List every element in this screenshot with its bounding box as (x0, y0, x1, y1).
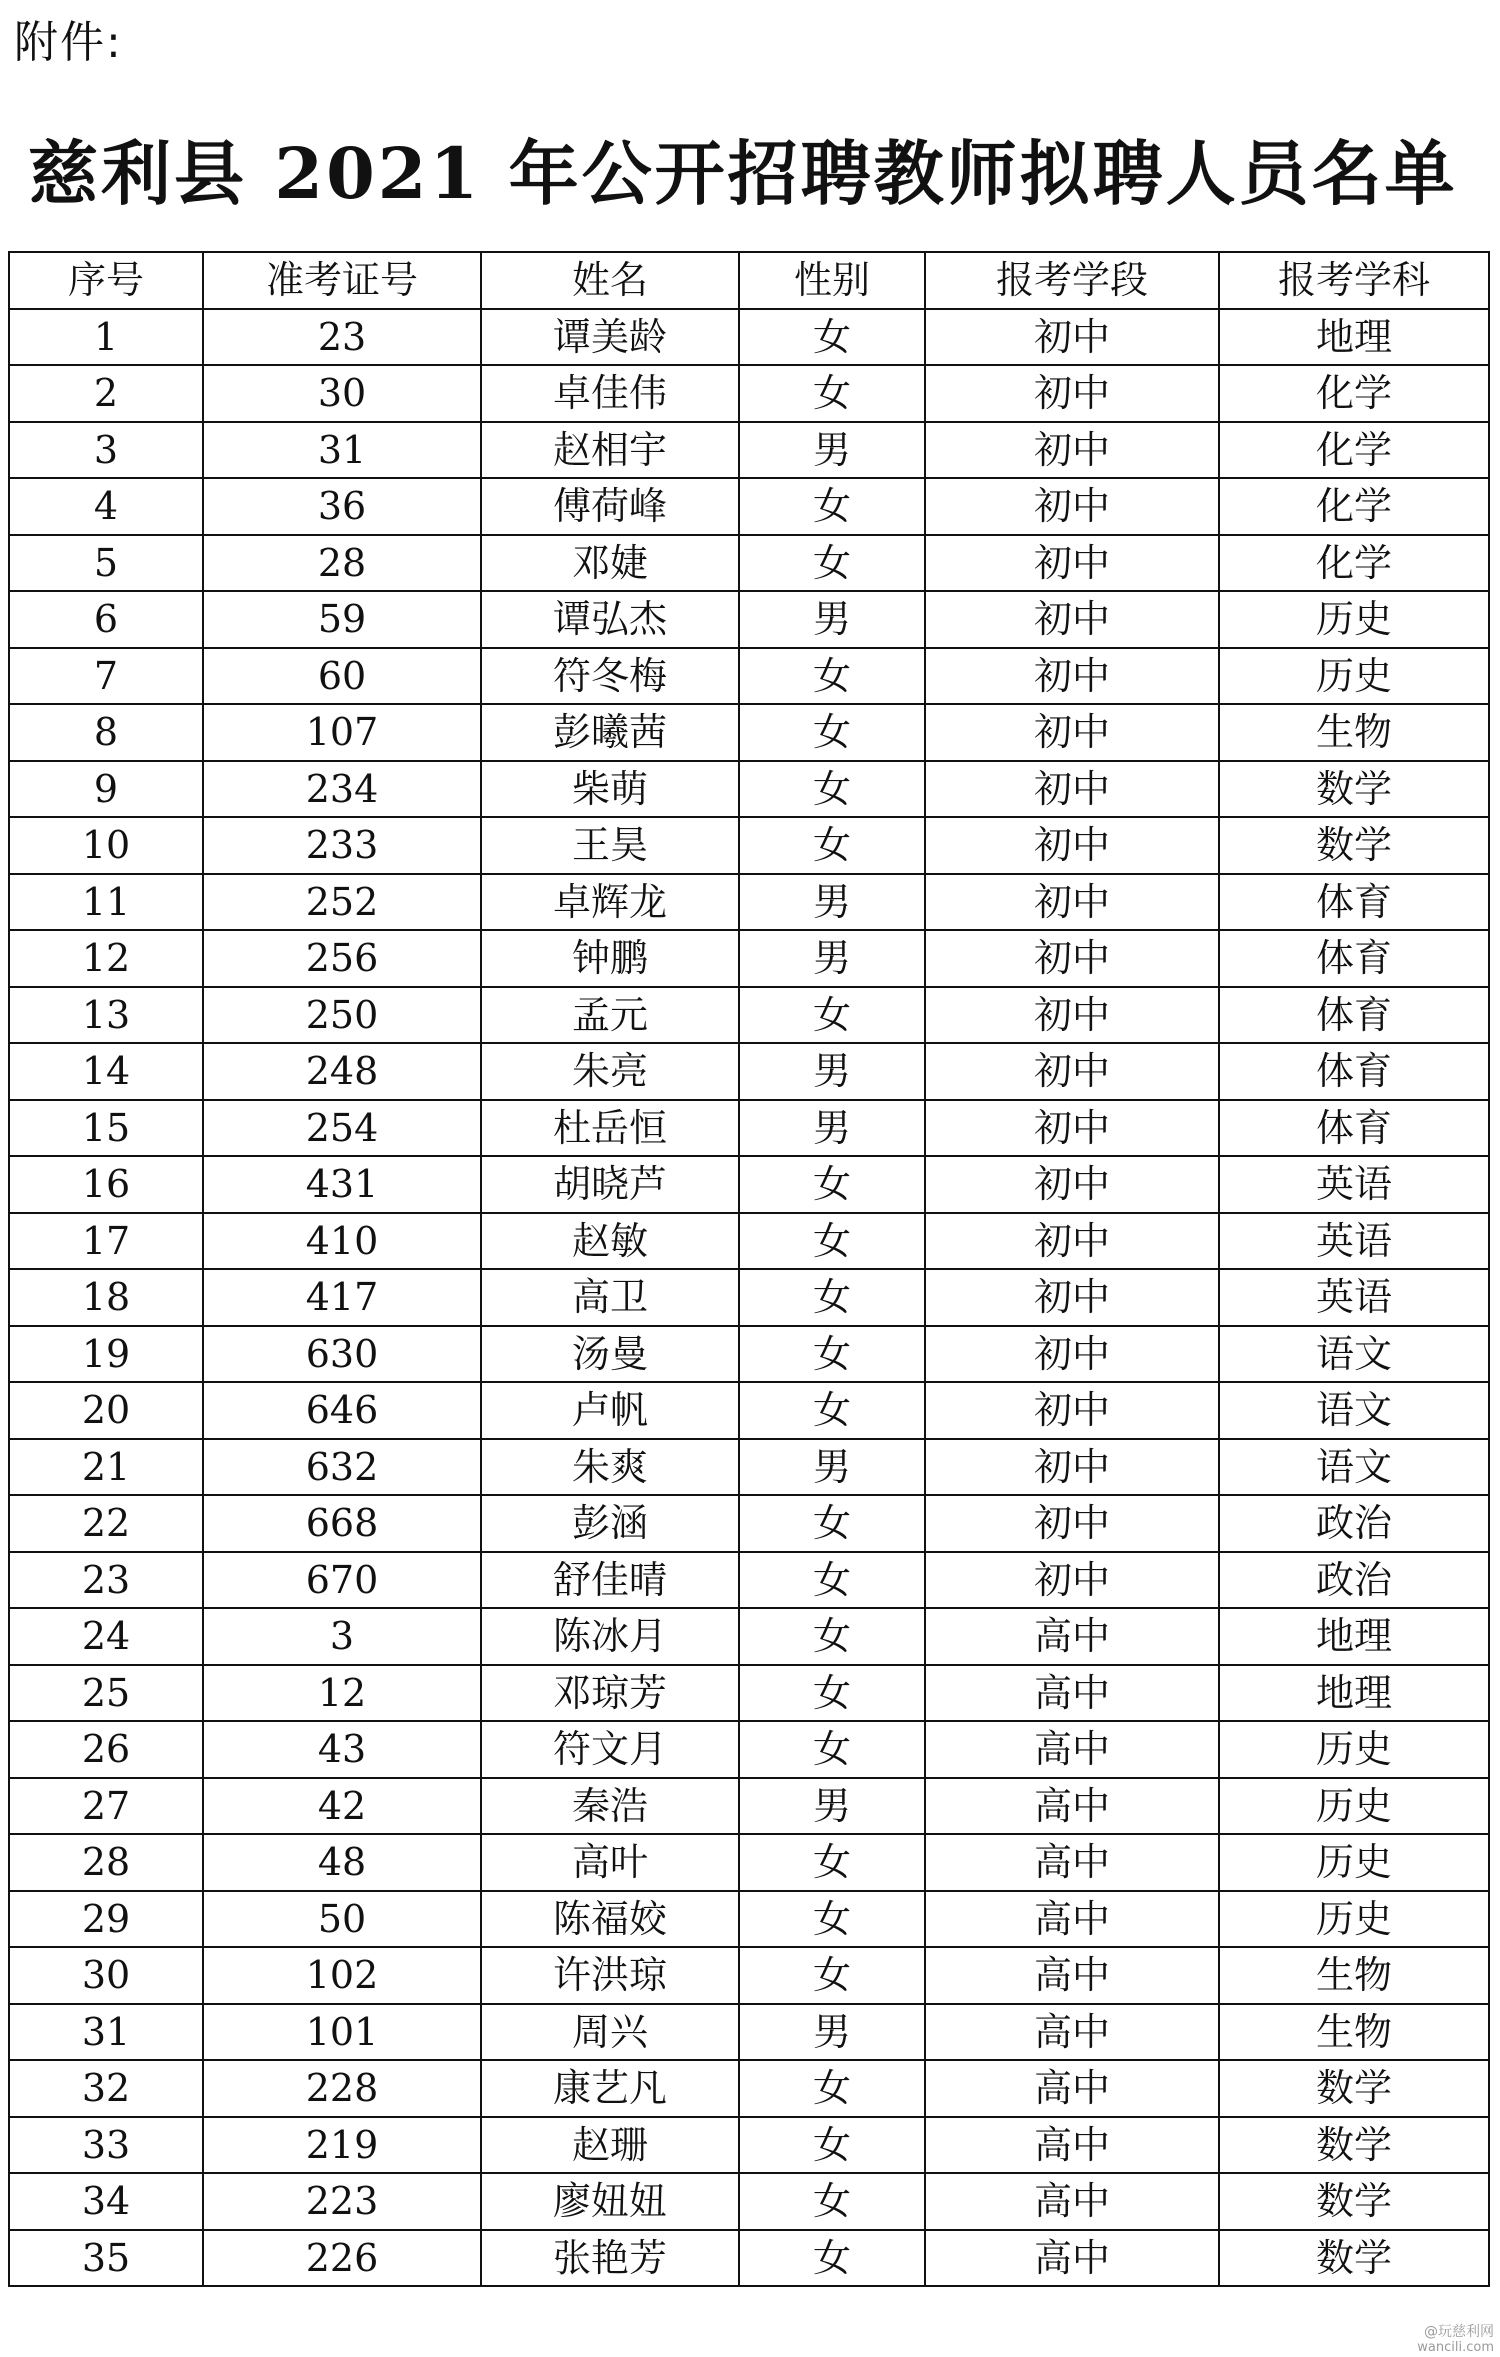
cell-name: 胡晓芦 (481, 1156, 739, 1213)
cell-name: 卢帆 (481, 1382, 739, 1439)
table-row (9, 987, 1489, 1044)
cell-gender: 女 (739, 987, 925, 1044)
cell-name: 赵敏 (481, 1213, 739, 1270)
cell-level: 初中 (925, 987, 1219, 1044)
cell-subject: 地理 (1219, 309, 1489, 366)
cell-name: 舒佳晴 (481, 1552, 739, 1609)
cell-subject: 体育 (1219, 987, 1489, 1044)
cell-subject: 英语 (1219, 1156, 1489, 1213)
attachment-label: 附件: (14, 17, 123, 68)
cell-subject: 历史 (1219, 1721, 1489, 1778)
cell-level: 初中 (925, 1043, 1219, 1100)
cell-gender: 女 (739, 1608, 925, 1665)
cell-name: 王昊 (481, 817, 739, 874)
cell-gender: 女 (739, 761, 925, 818)
cell-gender: 男 (739, 1439, 925, 1496)
table-row (9, 2117, 1489, 2174)
cell-subject: 化学 (1219, 422, 1489, 479)
column-header-level: 报考学段 (925, 252, 1219, 309)
cell-ticket: 632 (203, 1439, 481, 1496)
cell-seq: 16 (9, 1156, 203, 1213)
cell-seq: 2 (9, 365, 203, 422)
cell-subject: 化学 (1219, 365, 1489, 422)
cell-seq: 22 (9, 1495, 203, 1552)
cell-ticket: 59 (203, 591, 481, 648)
cell-name: 柴萌 (481, 761, 739, 818)
cell-seq: 21 (9, 1439, 203, 1496)
cell-subject: 地理 (1219, 1665, 1489, 1722)
cell-name: 钟鹏 (481, 930, 739, 987)
cell-subject: 生物 (1219, 704, 1489, 761)
cell-subject: 生物 (1219, 1947, 1489, 2004)
cell-gender: 男 (739, 1778, 925, 1835)
cell-subject: 历史 (1219, 1778, 1489, 1835)
watermark-url: wancili.com (1417, 2339, 1494, 2355)
cell-ticket: 668 (203, 1495, 481, 1552)
cell-gender: 女 (739, 1665, 925, 1722)
cell-level: 初中 (925, 1269, 1219, 1326)
cell-gender: 女 (739, 1326, 925, 1383)
table-row (9, 1382, 1489, 1439)
cell-level: 初中 (925, 1382, 1219, 1439)
cell-gender: 女 (739, 365, 925, 422)
cell-name: 朱爽 (481, 1439, 739, 1496)
cell-subject: 地理 (1219, 1608, 1489, 1665)
cell-seq: 17 (9, 1213, 203, 1270)
cell-ticket: 417 (203, 1269, 481, 1326)
cell-level: 初中 (925, 1552, 1219, 1609)
cell-level: 初中 (925, 478, 1219, 535)
cell-name: 谭弘杰 (481, 591, 739, 648)
cell-seq: 9 (9, 761, 203, 818)
table-row (9, 1834, 1489, 1891)
cell-level: 高中 (925, 1721, 1219, 1778)
cell-seq: 23 (9, 1552, 203, 1609)
cell-ticket: 219 (203, 2117, 481, 2174)
cell-subject: 数学 (1219, 2060, 1489, 2117)
cell-seq: 29 (9, 1891, 203, 1948)
cell-seq: 20 (9, 1382, 203, 1439)
cell-name: 邓婕 (481, 535, 739, 592)
cell-gender: 女 (739, 2173, 925, 2230)
cell-seq: 26 (9, 1721, 203, 1778)
cell-gender: 女 (739, 1156, 925, 1213)
cell-gender: 女 (739, 1947, 925, 2004)
cell-name: 杜岳恒 (481, 1100, 739, 1157)
cell-level: 高中 (925, 1665, 1219, 1722)
cell-ticket: 670 (203, 1552, 481, 1609)
cell-level: 初中 (925, 1156, 1219, 1213)
cell-level: 高中 (925, 2173, 1219, 2230)
cell-level: 高中 (925, 2004, 1219, 2061)
table-row (9, 761, 1489, 818)
cell-subject: 政治 (1219, 1495, 1489, 1552)
cell-seq: 7 (9, 648, 203, 705)
cell-name: 卓佳伟 (481, 365, 739, 422)
cell-subject: 历史 (1219, 1891, 1489, 1948)
table-row (9, 2173, 1489, 2230)
table-row (9, 1439, 1489, 1496)
cell-seq: 18 (9, 1269, 203, 1326)
cell-level: 初中 (925, 365, 1219, 422)
table-body (9, 309, 1489, 2287)
cell-subject: 数学 (1219, 761, 1489, 818)
table-row (9, 817, 1489, 874)
cell-name: 邓琼芳 (481, 1665, 739, 1722)
watermark (1417, 2325, 1494, 2355)
cell-level: 高中 (925, 1891, 1219, 1948)
table-row (9, 1043, 1489, 1100)
table-row (9, 1778, 1489, 1835)
watermark-site-name: @玩慈利网 (1424, 2324, 1494, 2341)
table-row (9, 1552, 1489, 1609)
cell-seq: 24 (9, 1608, 203, 1665)
cell-seq: 32 (9, 2060, 203, 2117)
table-row (9, 1269, 1489, 1326)
cell-ticket: 646 (203, 1382, 481, 1439)
cell-seq: 10 (9, 817, 203, 874)
cell-ticket: 254 (203, 1100, 481, 1157)
cell-subject: 语文 (1219, 1326, 1489, 1383)
cell-gender: 女 (739, 704, 925, 761)
table-header-row (9, 252, 1489, 309)
cell-name: 陈福姣 (481, 1891, 739, 1948)
cell-subject: 政治 (1219, 1552, 1489, 1609)
cell-name: 朱亮 (481, 1043, 739, 1100)
table-row (9, 1156, 1489, 1213)
cell-seq: 30 (9, 1947, 203, 2004)
cell-name: 傅荷峰 (481, 478, 739, 535)
column-header-gender: 性别 (739, 252, 925, 309)
cell-level: 初中 (925, 591, 1219, 648)
cell-ticket: 31 (203, 422, 481, 479)
table-row (9, 1891, 1489, 1948)
cell-name: 彭曦茜 (481, 704, 739, 761)
cell-name: 符冬梅 (481, 648, 739, 705)
cell-gender: 女 (739, 535, 925, 592)
cell-gender: 女 (739, 309, 925, 366)
cell-ticket: 101 (203, 2004, 481, 2061)
table-row (9, 478, 1489, 535)
cell-ticket: 223 (203, 2173, 481, 2230)
cell-name: 陈冰月 (481, 1608, 739, 1665)
cell-subject: 历史 (1219, 648, 1489, 705)
cell-gender: 男 (739, 874, 925, 931)
cell-ticket: 226 (203, 2230, 481, 2287)
cell-level: 高中 (925, 1947, 1219, 2004)
cell-gender: 女 (739, 2117, 925, 2174)
cell-seq: 34 (9, 2173, 203, 2230)
cell-subject: 历史 (1219, 591, 1489, 648)
cell-level: 高中 (925, 2060, 1219, 2117)
cell-seq: 11 (9, 874, 203, 931)
table-row (9, 535, 1489, 592)
cell-subject: 英语 (1219, 1213, 1489, 1270)
cell-ticket: 12 (203, 1665, 481, 1722)
cell-ticket: 42 (203, 1778, 481, 1835)
cell-level: 初中 (925, 1100, 1219, 1157)
cell-gender: 女 (739, 1495, 925, 1552)
cell-name: 周兴 (481, 2004, 739, 2061)
cell-seq: 35 (9, 2230, 203, 2287)
cell-subject: 生物 (1219, 2004, 1489, 2061)
cell-seq: 14 (9, 1043, 203, 1100)
cell-level: 初中 (925, 1495, 1219, 1552)
table-row (9, 591, 1489, 648)
roster-table (8, 251, 1490, 2287)
cell-level: 初中 (925, 309, 1219, 366)
cell-gender: 女 (739, 1891, 925, 1948)
cell-name: 汤曼 (481, 1326, 739, 1383)
cell-gender: 男 (739, 591, 925, 648)
cell-subject: 化学 (1219, 478, 1489, 535)
cell-ticket: 248 (203, 1043, 481, 1100)
table-row (9, 874, 1489, 931)
cell-gender: 女 (739, 2230, 925, 2287)
table-row (9, 1608, 1489, 1665)
cell-ticket: 256 (203, 930, 481, 987)
cell-level: 初中 (925, 761, 1219, 818)
table-row (9, 2060, 1489, 2117)
cell-ticket: 410 (203, 1213, 481, 1270)
cell-seq: 6 (9, 591, 203, 648)
cell-gender: 女 (739, 1721, 925, 1778)
cell-subject: 数学 (1219, 817, 1489, 874)
cell-seq: 31 (9, 2004, 203, 2061)
cell-level: 初中 (925, 1213, 1219, 1270)
cell-ticket: 233 (203, 817, 481, 874)
cell-seq: 8 (9, 704, 203, 761)
table-row (9, 1665, 1489, 1722)
cell-gender: 男 (739, 930, 925, 987)
cell-subject: 体育 (1219, 1100, 1489, 1157)
cell-level: 初中 (925, 648, 1219, 705)
cell-subject: 体育 (1219, 874, 1489, 931)
cell-subject: 数学 (1219, 2230, 1489, 2287)
table-row (9, 365, 1489, 422)
cell-seq: 5 (9, 535, 203, 592)
cell-level: 初中 (925, 817, 1219, 874)
cell-gender: 女 (739, 1552, 925, 1609)
cell-name: 卓辉龙 (481, 874, 739, 931)
cell-subject: 体育 (1219, 1043, 1489, 1100)
cell-gender: 女 (739, 2060, 925, 2117)
table-row (9, 2230, 1489, 2287)
cell-ticket: 252 (203, 874, 481, 931)
cell-level: 高中 (925, 2117, 1219, 2174)
cell-level: 初中 (925, 930, 1219, 987)
cell-ticket: 250 (203, 987, 481, 1044)
table-row (9, 1213, 1489, 1270)
cell-ticket: 28 (203, 535, 481, 592)
column-header-ticket: 准考证号 (203, 252, 481, 309)
cell-seq: 25 (9, 1665, 203, 1722)
cell-name: 康艺凡 (481, 2060, 739, 2117)
cell-gender: 女 (739, 817, 925, 874)
cell-ticket: 30 (203, 365, 481, 422)
cell-name: 张艳芳 (481, 2230, 739, 2287)
cell-subject: 历史 (1219, 1834, 1489, 1891)
cell-level: 高中 (925, 2230, 1219, 2287)
cell-level: 初中 (925, 874, 1219, 931)
table-row (9, 648, 1489, 705)
table-row (9, 930, 1489, 987)
cell-gender: 男 (739, 1100, 925, 1157)
cell-name: 廖妞妞 (481, 2173, 739, 2230)
cell-gender: 男 (739, 1043, 925, 1100)
cell-gender: 女 (739, 1213, 925, 1270)
cell-gender: 女 (739, 1269, 925, 1326)
table-row (9, 1100, 1489, 1157)
column-header-seq: 序号 (9, 252, 203, 309)
cell-seq: 1 (9, 309, 203, 366)
page-title: 慈利县 2021 年公开招聘教师拟聘人员名单 (28, 132, 1458, 215)
table-row (9, 1721, 1489, 1778)
table-row (9, 1326, 1489, 1383)
cell-ticket: 107 (203, 704, 481, 761)
cell-level: 初中 (925, 422, 1219, 479)
table-row (9, 309, 1489, 366)
cell-ticket: 43 (203, 1721, 481, 1778)
cell-level: 初中 (925, 535, 1219, 592)
cell-ticket: 3 (203, 1608, 481, 1665)
cell-ticket: 102 (203, 1947, 481, 2004)
cell-ticket: 48 (203, 1834, 481, 1891)
column-header-subject: 报考学科 (1219, 252, 1489, 309)
cell-seq: 19 (9, 1326, 203, 1383)
cell-ticket: 50 (203, 1891, 481, 1948)
cell-ticket: 60 (203, 648, 481, 705)
cell-name: 许洪琼 (481, 1947, 739, 2004)
cell-ticket: 431 (203, 1156, 481, 1213)
cell-level: 初中 (925, 1439, 1219, 1496)
cell-seq: 4 (9, 478, 203, 535)
cell-subject: 数学 (1219, 2117, 1489, 2174)
cell-seq: 12 (9, 930, 203, 987)
table-row (9, 422, 1489, 479)
cell-ticket: 630 (203, 1326, 481, 1383)
cell-level: 初中 (925, 704, 1219, 761)
cell-ticket: 228 (203, 2060, 481, 2117)
cell-name: 赵珊 (481, 2117, 739, 2174)
cell-name: 谭美龄 (481, 309, 739, 366)
cell-subject: 语文 (1219, 1439, 1489, 1496)
table-row (9, 1495, 1489, 1552)
cell-level: 高中 (925, 1608, 1219, 1665)
cell-subject: 语文 (1219, 1382, 1489, 1439)
cell-gender: 男 (739, 422, 925, 479)
cell-name: 赵相宇 (481, 422, 739, 479)
cell-subject: 英语 (1219, 1269, 1489, 1326)
cell-ticket: 234 (203, 761, 481, 818)
cell-seq: 33 (9, 2117, 203, 2174)
table-row (9, 704, 1489, 761)
cell-seq: 28 (9, 1834, 203, 1891)
cell-level: 初中 (925, 1326, 1219, 1383)
column-header-name: 姓名 (481, 252, 739, 309)
cell-seq: 13 (9, 987, 203, 1044)
table-row (9, 2004, 1489, 2061)
table-row (9, 1947, 1489, 2004)
cell-ticket: 23 (203, 309, 481, 366)
cell-gender: 男 (739, 2004, 925, 2061)
cell-name: 秦浩 (481, 1778, 739, 1835)
cell-name: 高卫 (481, 1269, 739, 1326)
cell-name: 高叶 (481, 1834, 739, 1891)
cell-gender: 女 (739, 1382, 925, 1439)
cell-seq: 27 (9, 1778, 203, 1835)
cell-name: 彭涵 (481, 1495, 739, 1552)
cell-gender: 女 (739, 1834, 925, 1891)
cell-seq: 15 (9, 1100, 203, 1157)
cell-gender: 女 (739, 478, 925, 535)
cell-subject: 化学 (1219, 535, 1489, 592)
cell-gender: 女 (739, 648, 925, 705)
cell-name: 孟元 (481, 987, 739, 1044)
cell-ticket: 36 (203, 478, 481, 535)
cell-subject: 体育 (1219, 930, 1489, 987)
cell-seq: 3 (9, 422, 203, 479)
cell-level: 高中 (925, 1834, 1219, 1891)
cell-level: 高中 (925, 1778, 1219, 1835)
cell-subject: 数学 (1219, 2173, 1489, 2230)
cell-name: 符文月 (481, 1721, 739, 1778)
